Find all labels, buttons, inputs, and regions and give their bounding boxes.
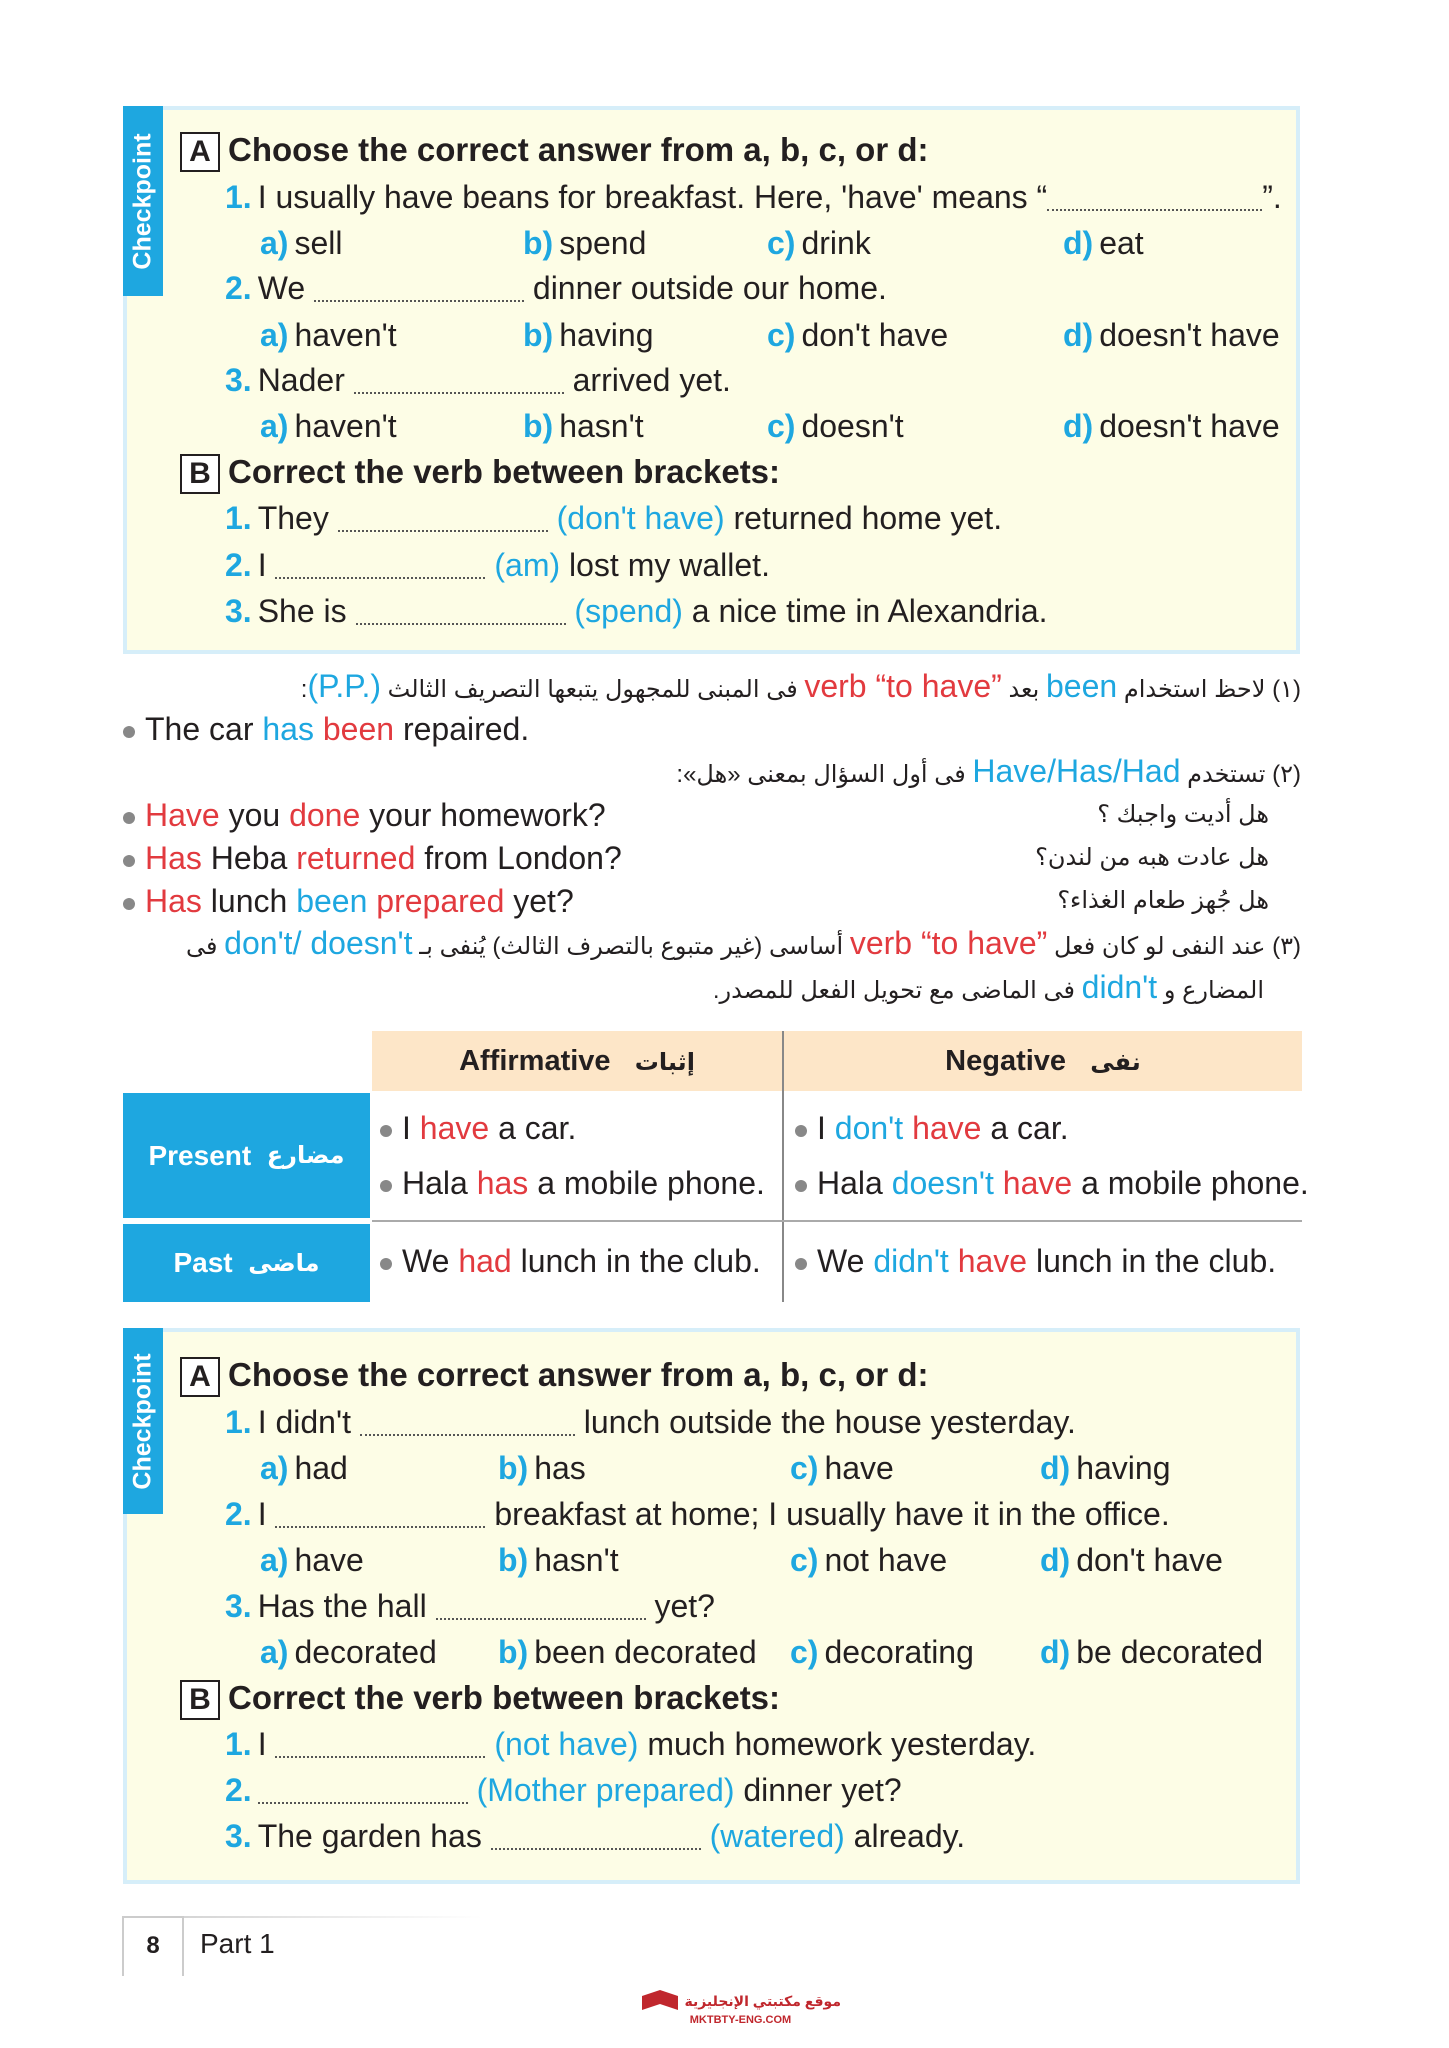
option-d[interactable]: d) doesn't have: [1063, 408, 1280, 444]
question-example-1: Have you done your homework?: [123, 795, 606, 835]
bullet-icon: [380, 1180, 392, 1192]
page-number: 8: [122, 1916, 184, 1976]
option-b[interactable]: b) having: [523, 317, 654, 353]
table-row-present-label: Present مضارع: [123, 1093, 370, 1218]
verb-item-1: 1. I (not have) much homework yesterday.: [225, 1726, 1037, 1762]
bullet-icon: [795, 1180, 807, 1192]
note-3-line-2: المضارع و didn't فى الماضى مع تحويل الفعل للمصدر.: [712, 969, 1264, 1005]
option-a[interactable]: a) haven't: [260, 408, 397, 444]
aff-past: We had lunch in the club.: [380, 1241, 761, 1281]
answer-blank[interactable]: [314, 280, 524, 302]
aff-present-2: Hala has a mobile phone.: [380, 1163, 765, 1203]
example-passive: The car has been repaired.: [123, 709, 529, 749]
option-d[interactable]: d) having: [1040, 1450, 1171, 1486]
answer-blank[interactable]: [275, 557, 485, 579]
book-icon: [640, 1990, 680, 2014]
answer-blank[interactable]: [275, 1736, 485, 1758]
answer-blank[interactable]: [354, 372, 564, 394]
option-d[interactable]: d) be decorated: [1040, 1634, 1264, 1670]
option-c[interactable]: c) doesn't: [767, 408, 904, 444]
verb-item-3: 3. She is (spend) a nice time in Alexandria.: [225, 593, 1048, 629]
option-c[interactable]: c) not have: [790, 1542, 948, 1578]
question-example-3-ar: هل جُهز طعام الغذاء؟: [1057, 887, 1269, 914]
table-divider: [372, 1220, 1302, 1222]
bullet-icon: [380, 1258, 392, 1270]
bullet-icon: [380, 1125, 392, 1137]
answer-blank[interactable]: [338, 510, 548, 532]
answer-blank[interactable]: [356, 603, 566, 625]
table-row-past-label: Past ماضى: [123, 1224, 370, 1302]
neg-past: We didn't have lunch in the club.: [795, 1241, 1276, 1281]
bullet-icon: [123, 898, 135, 910]
note-2: (٢) تستخدم Have/Has/Had فى أول السؤال بمعنى «هل»:: [676, 753, 1301, 789]
answer-blank[interactable]: [1047, 189, 1262, 211]
option-a[interactable]: a) have: [260, 1542, 364, 1578]
table-header-affirmative: Affirmative إثبات: [372, 1031, 782, 1091]
note-3-line-1: (٣) عند النفى لو كان فعل verb “to have” أساسى (غير متبوع بالتصرف الثالث) يُنفى بـ don't/ doesn't فى: [186, 925, 1301, 961]
answer-blank[interactable]: [360, 1414, 575, 1436]
option-b[interactable]: b) hasn't: [523, 408, 644, 444]
checkpoint-tab-2: Checkpoint: [123, 1328, 163, 1514]
option-b[interactable]: b) been decorated: [498, 1634, 757, 1670]
option-d[interactable]: d) don't have: [1040, 1542, 1223, 1578]
section-b-heading: B Correct the verb between brackets:: [180, 1678, 780, 1720]
option-c[interactable]: c) decorating: [790, 1634, 974, 1670]
answer-blank[interactable]: [258, 1782, 468, 1804]
bullet-icon: [795, 1125, 807, 1137]
question-3: 3. Nader arrived yet.: [225, 362, 731, 398]
table-divider: [782, 1031, 784, 1302]
section-b-heading: B Correct the verb between brackets:: [180, 452, 780, 494]
verb-item-2: 2. I (am) lost my wallet.: [225, 547, 770, 583]
section-a-heading: A Choose the correct answer from a, b, c, or d:: [180, 130, 929, 172]
option-d[interactable]: d) doesn't have: [1063, 317, 1280, 353]
option-c[interactable]: c) drink: [767, 225, 871, 261]
option-a[interactable]: a) decorated: [260, 1634, 437, 1670]
question-example-2-ar: هل عادت هبه من لندن؟: [1035, 844, 1269, 871]
question-example-3: Has lunch been prepared yet?: [123, 881, 574, 921]
neg-present-2: Hala doesn't have a mobile phone.: [795, 1163, 1309, 1203]
question-example-2: Has Heba returned from London?: [123, 838, 622, 878]
question-1: 1. I didn't lunch outside the house yesterday.: [225, 1404, 1076, 1440]
option-a[interactable]: a) sell: [260, 225, 343, 261]
answer-blank[interactable]: [275, 1506, 485, 1528]
option-b[interactable]: b) has: [498, 1450, 586, 1486]
verb-item-3: 3. The garden has (watered) already.: [225, 1818, 966, 1854]
question-3: 3. Has the hall yet?: [225, 1588, 715, 1624]
option-c[interactable]: c) don't have: [767, 317, 949, 353]
answer-blank[interactable]: [491, 1828, 701, 1850]
option-b[interactable]: b) hasn't: [498, 1542, 619, 1578]
option-a[interactable]: a) had: [260, 1450, 348, 1486]
bullet-icon: [123, 812, 135, 824]
section-a-heading: A Choose the correct answer from a, b, c, or d:: [180, 1355, 929, 1397]
option-c[interactable]: c) have: [790, 1450, 894, 1486]
option-d[interactable]: d) eat: [1063, 225, 1144, 261]
table-header-negative: Negative نفى: [784, 1031, 1302, 1091]
question-2: 2. We dinner outside our home.: [225, 270, 887, 306]
aff-present-1: I have a car.: [380, 1108, 576, 1148]
question-2: 2. I breakfast at home; I usually have it in the office.: [225, 1496, 1170, 1532]
neg-present-1: I don't have a car.: [795, 1108, 1069, 1148]
bullet-icon: [123, 855, 135, 867]
question-1: 1. I usually have beans for breakfast. Here, 'have' means “ ”.: [225, 179, 1282, 215]
note-1: (١) لاحظ استخدام been بعد verb “to have” فى المبنى للمجهول يتبعها التصريف الثالث (P.P.):: [300, 668, 1301, 704]
bullet-icon: [123, 726, 135, 738]
verb-item-1: 1. They (don't have) returned home yet.: [225, 500, 1003, 536]
checkpoint-tab-1: Checkpoint: [123, 106, 163, 296]
answer-blank[interactable]: [436, 1598, 646, 1620]
question-example-1-ar: هل أديت واجبك ؟: [1097, 801, 1269, 828]
option-a[interactable]: a) haven't: [260, 317, 397, 353]
verb-item-2: 2. (Mother prepared) dinner yet?: [225, 1772, 902, 1808]
part-label: Part 1: [200, 1928, 275, 1959]
bullet-icon: [795, 1258, 807, 1270]
option-b[interactable]: b) spend: [523, 225, 647, 261]
site-logo: موقع مكتبتي الإنجليزية MKTBTY-ENG.COM: [640, 1990, 841, 2026]
